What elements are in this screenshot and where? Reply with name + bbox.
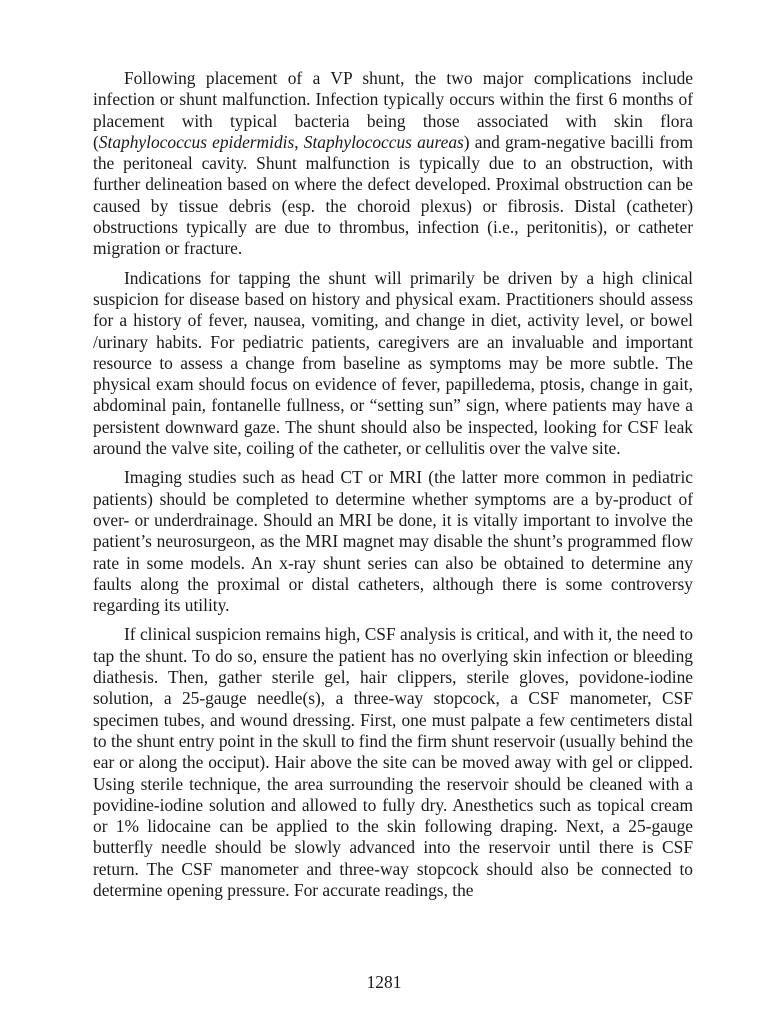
text-segment: ,: [294, 131, 304, 152]
paragraph-4: [93, 624, 693, 901]
text-segment: Following placement of a VP shunt, the two major complications include infection or shunt malfunction. Infection typically occurs within the first 6 months of placement with typical bacteria being those associated with skin flora (: [93, 68, 693, 152]
italic-species-name: Staphylococcus aureas: [303, 131, 464, 152]
document-body: [93, 68, 693, 909]
italic-species-name: Staphylococcus epidermidis: [98, 131, 295, 152]
text-segment: If clinical suspicion remains high, CSF analysis is critical, and with it, the need to tap the shunt. To do so, ensure the patient has no overlying skin infection or bleeding diathesis. Then, gather sterile gel, hair clippers, sterile gloves, povidone-iodine solution, a 25-gauge needle(s), a three-way stopcock, a CSF manometer, CSF specimen tubes, and wound dressing. First, one must palpate a few centimeters distal to the shunt entry point in the skull to find the firm shunt reservoir (usually behind the ear or along the occiput). Hair above the site can be moved away with gel or clipped. Using sterile technique, the area surrounding the reservoir should be cleaned with a povidine-iodine solution and allowed to fully dry. Anesthetics such as topical cream or 1% lidocaine can be applied to the skin following draping. Next, a 25-gauge butterfly needle should be slowly advanced into the reservoir until there is CSF return. The CSF manometer and three-way stopcock should also be connected to determine opening pressure. For accurate readings, the: [93, 624, 693, 900]
paragraph-3: [93, 467, 693, 616]
page-number: 1281: [366, 972, 402, 992]
text-segment: Indications for tapping the shunt will primarily be driven by a high clinical suspicion for disease based on history and physical exam. Practitioners should assess for a history of fever, nausea, vomiting, and change in diet, activity level, or bowel /urinary habits. For pediatric patients, caregivers are an invaluable and important resource to assess a change from baseline as symptoms may be more subtle. The physical exam should focus on evidence of fever, papilledema, ptosis, change in gait, abdominal pain, fontanelle fullness, or “setting sun” sign, where patients may have a persistent downward gaze. The shunt should also be inspected, looking for CSF leak around the valve site, coiling of the catheter, or cellulitis over the valve site.: [93, 267, 693, 459]
paragraph-1: [93, 68, 693, 260]
text-segment: Imaging studies such as head CT or MRI (the latter more common in pediatric patients) should be completed to determine whether symptoms are a by-product of over- or underdrainage. Should an MRI be done, it is vitally important to involve the patient’s neurosurgeon, as the MRI magnet may disable the shunt’s programmed flow rate in some models. An x-ray shunt series can also be obtained to determine any faults along the proximal or distal catheters, although there is some controversy regarding its utility.: [93, 467, 693, 616]
paragraph-2: [93, 268, 693, 460]
text-segment: ) and gram-negative bacilli from the peritoneal cavity. Shunt malfunction is typically due to an obstruction, with further delineation based on where the defect developed. Proximal obstruction can be caused by tissue debris (esp. the choroid plexus) or fibrosis. Distal (catheter) obstructions typically are due to thrombus, infection (i.e., peritonitis), or catheter migration or fracture.: [93, 131, 694, 259]
